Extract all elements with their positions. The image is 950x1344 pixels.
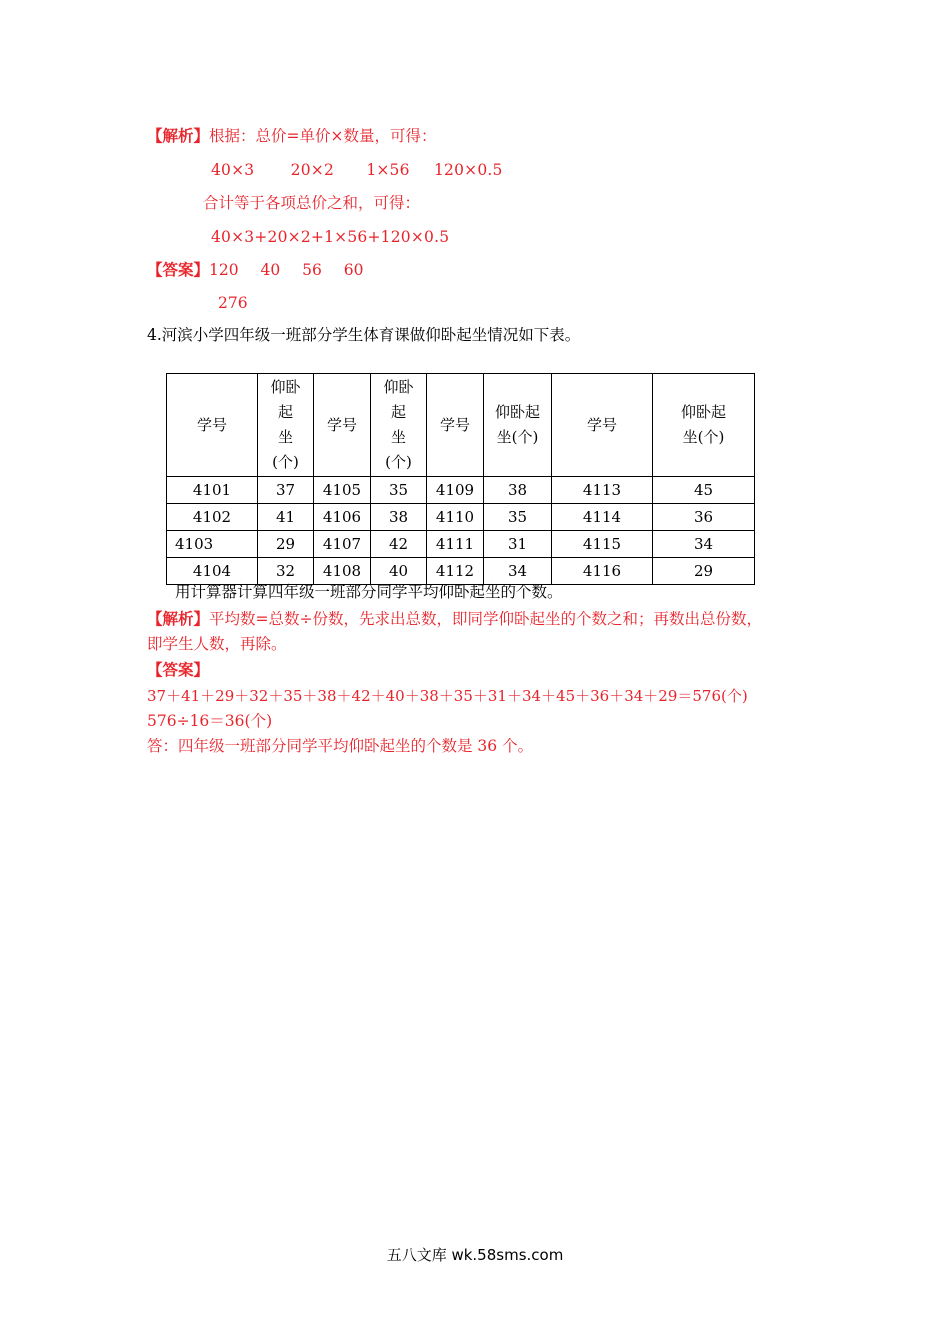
footer-watermark: 五八文库 wk.58sms.com [386,1246,564,1264]
table-cell: 4108 [314,558,371,585]
calc-item: 1×56 [366,161,410,179]
analysis-line-1 [147,126,437,146]
table-cell: 4115 [552,531,653,558]
table-cell: 4107 [314,531,371,558]
table-header-row [167,374,755,477]
table-cell: 4102 [167,504,258,531]
table-row [167,531,755,558]
analysis-tag: 【解析】 [147,609,210,628]
table-cell: 4113 [552,477,653,504]
answer-value: 40 [260,261,281,279]
table-cell: 32 [258,558,314,585]
table-cell: 4109 [427,477,484,504]
table-cell: 38 [484,477,552,504]
table-cell: 35 [484,504,552,531]
table-cell: 45 [653,477,755,504]
question-title: 4.河滨小学四年级一班部分学生体育课做仰卧起坐情况如下表。 [147,326,581,344]
sum-expression: 40×3+20×2+1×56+120×0.5 [211,228,450,246]
table-cell: 29 [258,531,314,558]
sum-note: 合计等于各项总价之和，可得： [203,194,421,212]
table-cell: 4110 [427,504,484,531]
analysis-2-line-2: 即学生人数，再除。 [147,635,287,653]
answer-tag: 【答案】 [147,260,210,279]
table-cell: 4114 [552,504,653,531]
answer-value: 60 [343,261,364,279]
analysis-text: 根据：总价=单价×数量，可得： [209,127,437,145]
calc-item: 20×2 [290,161,335,179]
header-cell-student-id: 学号 [167,374,258,477]
calc-item: 40×3 [211,161,255,179]
question-prompt: 用计算器计算四年级一班部分同学平均仰卧起坐的个数。 [175,583,563,601]
answer-line [147,260,363,280]
table-row [167,558,755,585]
header-cell-situps: 仰卧起 坐(个) [484,374,552,477]
header-cell-situps: 仰卧 起 坐 (个) [371,374,427,477]
analysis-text: 平均数=总数÷份数，先求出总数，即同学仰卧起坐的个数之和；再数出总份数， [209,610,762,628]
table-cell: 4101 [167,477,258,504]
situps-table [166,373,755,585]
conclusion-line: 答：四年级一班部分同学平均仰卧起坐的个数是 36 个。 [147,737,534,755]
sum-line: 37＋41＋29＋32＋35＋38＋42＋40＋38＋35＋31＋34＋45＋36＋34＋29＝576(个) [147,687,748,705]
table-cell: 31 [484,531,552,558]
table-cell: 34 [484,558,552,585]
header-cell-situps: 仰卧 起 坐 (个) [258,374,314,477]
answer-total: 276 [218,294,248,312]
table-cell: 40 [371,558,427,585]
table-cell: 37 [258,477,314,504]
table-cell: 4112 [427,558,484,585]
table-cell: 4111 [427,531,484,558]
calc-items [211,160,503,180]
table-row [167,504,755,531]
table-cell: 42 [371,531,427,558]
table-cell: 36 [653,504,755,531]
table-cell: 4116 [552,558,653,585]
division-line: 576÷16＝36(个) [147,712,273,730]
answer-value: 56 [302,261,322,279]
table-cell: 4105 [314,477,371,504]
table-cell: 4103 [167,531,258,558]
header-cell-student-id: 学号 [552,374,653,477]
table-row [167,477,755,504]
header-cell-student-id: 学号 [314,374,371,477]
table-cell: 29 [653,558,755,585]
header-cell-student-id: 学号 [427,374,484,477]
calc-item: 120×0.5 [433,161,503,179]
table-cell: 38 [371,504,427,531]
header-cell-situps: 仰卧起 坐(个) [653,374,755,477]
table-cell: 4106 [314,504,371,531]
table-cell: 34 [653,531,755,558]
answer-value: 120 [209,261,239,279]
answer-tag: 【答案】 [147,660,210,679]
analysis-tag: 【解析】 [147,126,210,145]
table-cell: 4104 [167,558,258,585]
table-cell: 41 [258,504,314,531]
table-cell: 35 [371,477,427,504]
analysis-2-line-1 [147,609,762,629]
